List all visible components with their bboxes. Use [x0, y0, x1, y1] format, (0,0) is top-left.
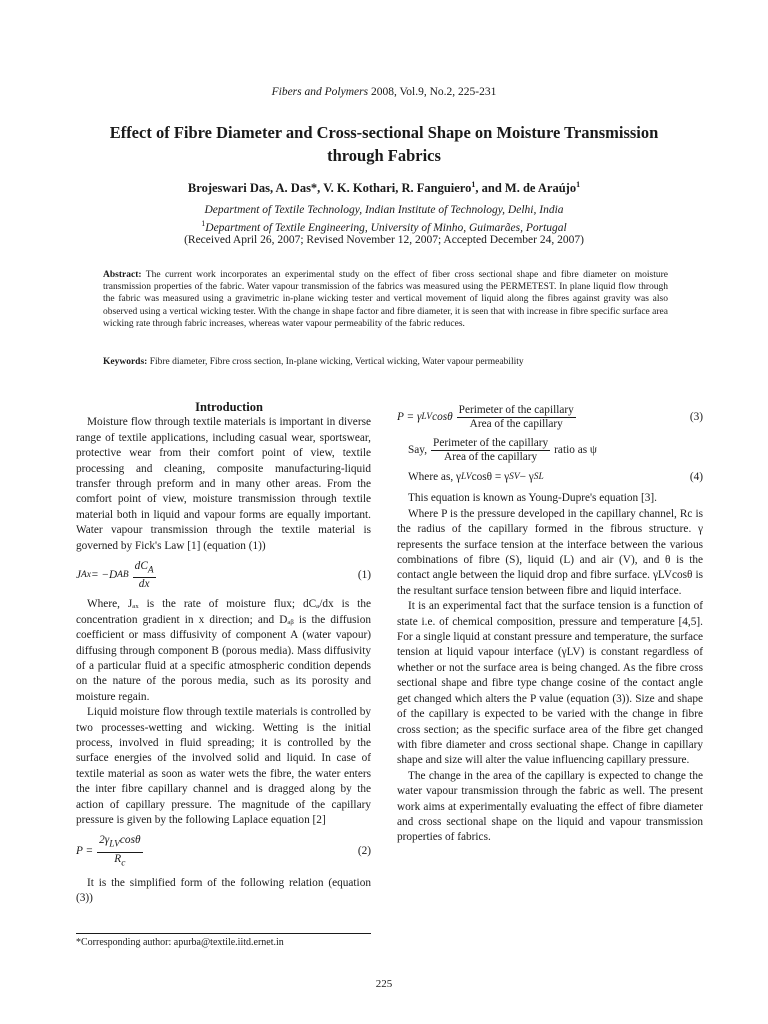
eq1-number: (1): [357, 568, 371, 581]
keywords-label: Keywords:: [103, 357, 148, 367]
eq2-num-tail: cosθ: [119, 834, 141, 847]
eq1-num: dC: [134, 560, 148, 573]
say-num: Perimeter of the capillary: [433, 437, 549, 449]
authors-sup2: 1: [576, 180, 581, 189]
affiliation-2: [0, 219, 768, 234]
eq2-num: 2γ: [99, 834, 110, 847]
eq1-fraction: [133, 560, 156, 591]
eq4-text: Where as, γ: [408, 471, 461, 483]
eq3-lhs: P = γ: [397, 410, 422, 423]
eq2-den: R: [114, 852, 122, 865]
eq1-lhs: J: [76, 568, 82, 581]
equation-4: [397, 470, 703, 485]
eq2-den-sub: c: [121, 857, 126, 868]
eq4-sub3: SL: [533, 472, 544, 482]
eq4-sub1: LV: [460, 472, 472, 482]
abstract: [103, 269, 668, 330]
eq4-number: (4): [689, 471, 703, 483]
affiliation-1: Department of Textile Technology, Indian Institute of Technology, Delhi, India: [204, 204, 564, 216]
intro-paragraph-2: Where, Jₐₓ is the rate of moisture flux; dCₐ/dx is the concentration gradient in x direction; and Dₐᵦ is the diffusion coefficient or mass diffusivity of component A (water vapour) diffusing through component B (porous media). Mass diffusivity of a particular fluid at a specific atmospheric condition depends on the nature of the porous media, such as its porosity and moisture regain.: [76, 598, 371, 703]
affiliation-2-text: Department of Textile Engineering, University of Minho, Guimarães, Portugal: [205, 221, 567, 234]
eq2-num-sub: LV: [109, 839, 120, 850]
authors-part2: , and M. de Araújo: [475, 181, 577, 196]
section-heading-introduction: Introduction: [195, 400, 263, 414]
say-suffix: ratio as ψ: [554, 443, 598, 456]
equation-1: [76, 560, 371, 591]
abstract-label: Abstract:: [103, 270, 142, 280]
right-paragraph-2: Where P is the pressure developed in the capillary channel, Rc is the radius of the capillary formed in the fibrous structure. γ represents the surface tension at the interface between the various combinations of fibre (S), liquid (L) and air (V), and θ is the contact angle between the liquid drop and fibre surface. γLVcosθ is the resultant surface tension between fibre and liquid interface.: [397, 507, 703, 597]
eq3-number: (3): [689, 410, 703, 423]
keywords: [103, 356, 668, 368]
received-dates: (Received April 26, 2007; Revised November 12, 2007; Accepted December 24, 2007): [184, 234, 584, 246]
eq4-sub2: SV: [509, 472, 520, 482]
right-column: [397, 404, 703, 846]
eq1-lhs-sub: Ax: [81, 569, 91, 580]
eq1-den: dx: [138, 578, 150, 591]
say-den: Area of the capillary: [444, 451, 538, 463]
footnote-divider: [76, 933, 371, 934]
eq2-fraction: [97, 834, 142, 870]
page-number: 225: [375, 978, 393, 990]
eq1-num-sub: A: [147, 565, 154, 576]
intro-paragraph-1: Moisture flow through textile materials is important in diverse range of textile applications, including casual wear, sportswear, protective wear from their comfort point of view, textile processing and cleaning, composite manufacturing-liquid transfer through preform and in many other areas. From the comfort point of view, moisture transmission through textile material both in liquid and vapour forms are equally important. Water vapour transmission through the textile material is governed by Fick's Law [1] (equation (1)): [76, 416, 371, 552]
corresponding-author-footnote: *Corresponding author: apurba@textile.iitd.ernet.in: [76, 937, 284, 948]
journal-name: Fibers and Polymers: [271, 86, 369, 98]
right-paragraph-4: The change in the area of the capillary is expected to change the water vapour transmission through the fabric as well. The present work aims at experimentally evaluating the effect of fibre diameter and cross sectional shape on the liquid and vapour transmission properties of fabrics.: [397, 769, 703, 844]
intro-paragraph-3: Liquid moisture flow through textile materials is controlled by two processes-wetting and wicking. Wetting is the initial process, involved in fluid spreading; it is controlled by the surface energies of the involved solid and liquid. In case of textile material as soon as water wets the fibre, the water enters the inter fibre capillary channel and is dragged along by the action of capillary pressure. The magnitude of the capillary pressure is given by the following Laplace equation [2]: [76, 706, 371, 826]
equation-3: [397, 404, 703, 431]
eq3-num: Perimeter of the capillary: [458, 404, 574, 416]
eq3-den: Area of the capillary: [469, 418, 563, 430]
eq3-fraction: [457, 404, 576, 431]
authors-sup1: 1: [471, 180, 476, 189]
say-fraction: [431, 437, 550, 464]
eq4-mid2: − γ: [519, 471, 534, 483]
abstract-text: The current work incorporates an experimental study on the effect of fiber cross sectional shape and fibre diameter on moisture transmission properties of the fabric. Water vapour transmission of the fabrics was measured using the PERMETEST. In plane liquid flow through the fabric was measured using a gravimetric in-plane wicking tester and vertical movement of liquid along the fibres against gravity was also observed using a vertical wicking tester. With the change in shape factor and fibre diameter, it is seen that with increase in fibre specific surface area wicking rate through fabric increases, whereas water vapour permeability of the fabric reduces.: [103, 270, 668, 329]
journal-volume: 2008, Vol.9, No.2, 225-231: [368, 86, 497, 98]
right-paragraph-3: It is an experimental fact that the surface tension is a function of state i.e. of chemical composition, pressure and temperature [4,5]. For a single liquid at constant pressure and temperature, the surface tension at liquid vapour interface (γLV) is constant regardless of whether or not the surface area is being changed. As the fibre cross sectional shape and fibre type change cosine of the contact angle get changed which alters the P value (equation (3)). Size and shape of the capillary is expected to be varied with the change in fibre cross section; as the specific surface area of the fibre get changed with fibre diameter and cross sectional shape. Change in capillary shape and size will alter the value influencing capillary pressure.: [397, 600, 703, 767]
affiliation-2-sup: 1: [201, 219, 206, 228]
author-list: [0, 180, 768, 196]
right-paragraph-1: This equation is known as Young-Dupre's equation [3].: [408, 492, 657, 505]
eq3-lhs-tail: cosθ: [432, 410, 453, 423]
intro-paragraph-4: It is the simplified form of the following relation (equation (3)): [76, 876, 371, 905]
eq2-number: (2): [357, 845, 371, 858]
eq4-mid: cosθ = γ: [471, 471, 510, 483]
eq2-lhs: P =: [76, 845, 94, 858]
journal-citation: [0, 86, 768, 98]
eq1-mid-sub: AB: [117, 569, 129, 580]
paper-title: Effect of Fibre Diameter and Cross-sectional Shape on Moisture Transmission through Fabrics: [109, 123, 659, 165]
left-column: [76, 400, 371, 907]
authors-part1: Brojeswari Das, A. Das*, V. K. Kothari, R. Fanguiero: [187, 181, 472, 196]
eq3-lhs-sub: LV: [421, 411, 433, 422]
say-ratio-line: [397, 437, 703, 464]
eq1-mid: = −D: [90, 568, 118, 581]
keywords-text: Fibre diameter, Fibre cross section, In-plane wicking, Vertical wicking, Water vapour permeability: [147, 357, 524, 367]
equation-2: [76, 834, 371, 870]
say-prefix: Say,: [408, 443, 428, 456]
